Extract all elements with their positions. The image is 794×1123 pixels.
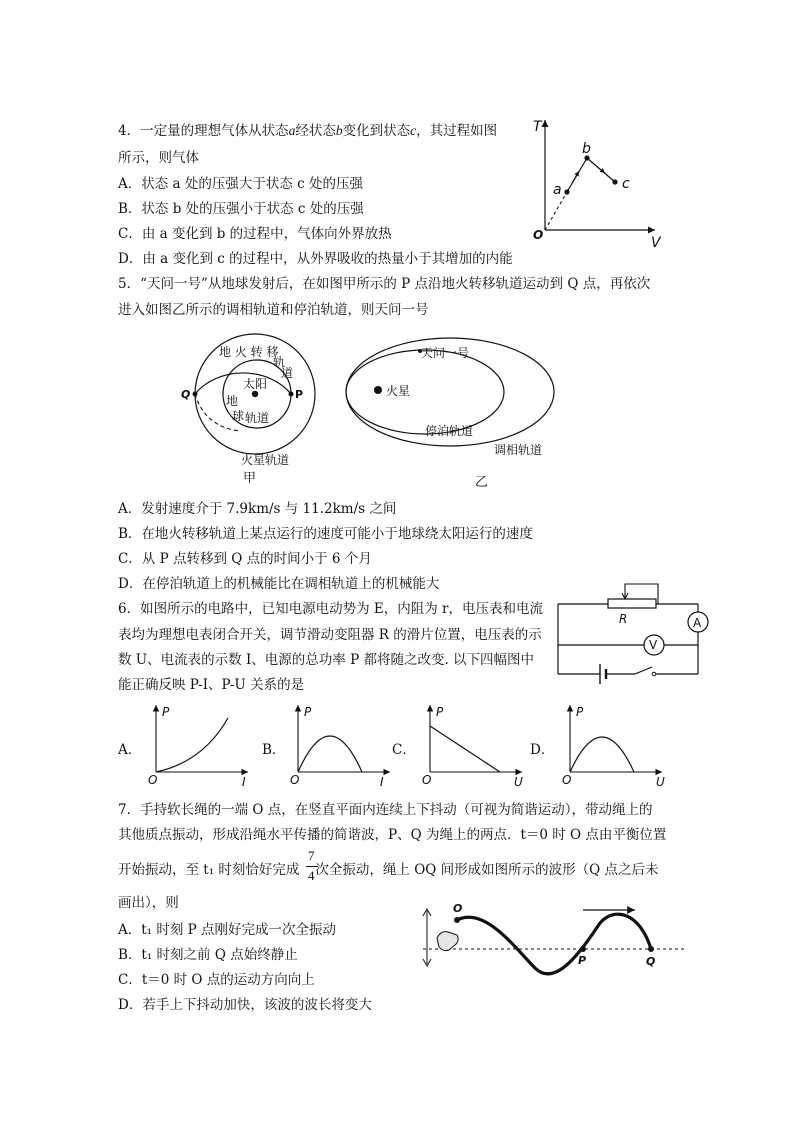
y-label: P bbox=[304, 705, 312, 719]
q4-stem-text: 经状态 bbox=[295, 123, 336, 139]
origin-label: O bbox=[290, 773, 300, 787]
q7-option-d: D．若手上下抖动加快，该波的波长将变大 bbox=[118, 997, 372, 1013]
q5-option-d: D．在停泊轨道上的机械能比在调相轨道上的机械能大 bbox=[118, 576, 440, 592]
q4-stem-text: 4．一定量的理想气体从状态 bbox=[118, 123, 289, 139]
q5-stem-line2: 进入如图乙所示的调相轨道和停泊轨道，则天问一号 bbox=[118, 302, 429, 318]
rope-wave bbox=[457, 914, 651, 974]
q6-stem-line2: 表均为理想电表闭合开关，调节滑动变阻器 R 的滑片位置，电压表的示 bbox=[118, 627, 542, 643]
q7-stem-text: 次全振动，绳上 OQ 间形成如图所示的波形（Q 点之后未 bbox=[315, 862, 659, 878]
q-label: Q bbox=[181, 388, 191, 401]
x-label: U bbox=[656, 775, 665, 789]
t-axis-label: T bbox=[533, 119, 542, 135]
earth-label-3: 轨道 bbox=[245, 411, 270, 425]
q7-option-c: C．t＝0 时 O 点的运动方向向上 bbox=[118, 972, 315, 988]
label-a: a bbox=[553, 182, 562, 198]
q4-option-b: B．状态 b 处的压强小于状态 c 处的压强 bbox=[118, 201, 364, 217]
x-label: I bbox=[242, 775, 246, 789]
q6-graph-a bbox=[148, 700, 258, 790]
point-q bbox=[193, 392, 198, 397]
q5-option-c: C．从 P 点转移到 Q 点的时间小于 6 个月 bbox=[118, 551, 372, 567]
q5-option-a: A．发射速度介于 7.9km/s 与 11.2km/s 之间 bbox=[118, 501, 397, 517]
q6-graph-c bbox=[422, 700, 532, 790]
sun-label: 太阳 bbox=[243, 377, 268, 391]
origin-label: O bbox=[562, 773, 572, 787]
mars-orbit-label: 火星轨道 bbox=[241, 453, 290, 467]
origin-label: O bbox=[148, 773, 158, 787]
y-label: P bbox=[436, 705, 444, 719]
label-b: b bbox=[582, 141, 591, 157]
x-label: U bbox=[514, 775, 523, 789]
q6-circuit bbox=[550, 578, 715, 678]
q6-stem-line3: 数 U、电流表的示数 I、电源的总功率 P 都将随之改变. 以下四幅图中 bbox=[118, 652, 535, 668]
q6-graph-d bbox=[562, 700, 672, 790]
q4-state-b: b bbox=[335, 123, 343, 138]
label-c: c bbox=[622, 176, 630, 192]
q4-tv-graph bbox=[525, 115, 675, 255]
caption-yi: 乙 bbox=[475, 475, 489, 490]
sun-dot bbox=[252, 391, 258, 397]
q7-wave-figure bbox=[415, 898, 695, 988]
parking-orbit bbox=[346, 350, 504, 434]
q7-stem-line3 bbox=[118, 861, 659, 879]
q6-stem-line1: 6．如图所示的电路中，已知电源电动势为 E，内阻为 r，电压表和电流 bbox=[118, 601, 543, 617]
point-q bbox=[648, 946, 654, 952]
q5-stem-line1: 5．“天问一号”从地球发射后，在如图甲所示的 P 点沿地火转移轨道运动到 Q 点，再依次 bbox=[118, 276, 651, 292]
graph-b-label: B． bbox=[262, 742, 286, 758]
q7-stem-line2: 其他质点振动，形成沿绳水平传播的简谐波，P、Q 为绳上的两点．t＝0 时 O 点由平衡位置 bbox=[118, 827, 667, 843]
phasing-label: 调相轨道 bbox=[494, 443, 543, 457]
curve bbox=[298, 736, 362, 772]
point-o bbox=[454, 917, 460, 923]
q7-option-b: B．t₁ 时刻之前 Q 点始终静止 bbox=[118, 947, 298, 963]
probe-label: 天问一号 bbox=[421, 346, 470, 360]
q7-stem-line4: 画出），则 bbox=[118, 895, 179, 911]
curve bbox=[570, 737, 634, 772]
q5-figure-jia bbox=[175, 335, 345, 490]
origin-label: O bbox=[422, 773, 432, 787]
transfer-label-1: 地 火 转 移 bbox=[219, 345, 279, 359]
earth-label-1: 地 bbox=[226, 394, 239, 408]
q4-stem-line1 bbox=[118, 122, 497, 140]
rheostat-slider-wire bbox=[625, 584, 658, 604]
transfer-label-2: 轨 bbox=[273, 355, 286, 369]
fraction-numerator: 7 bbox=[308, 848, 315, 863]
mars-dot bbox=[374, 386, 382, 394]
q7-option-a: A．t₁ 时刻 P 点刚好完成一次全振动 bbox=[118, 922, 337, 938]
point-a bbox=[564, 189, 569, 194]
switch-contact bbox=[652, 672, 656, 676]
q4-option-a: A．状态 a 处的压强大于状态 c 处的压强 bbox=[118, 176, 364, 192]
q7-stem-line1: 7．手持软长绳的一端 O 点，在竖直平面内连续上下抖动（可视为简谐运动），带动绳上的 bbox=[118, 802, 653, 818]
o-label: O bbox=[453, 902, 463, 915]
mars-label: 火星 bbox=[386, 384, 411, 398]
ammeter-label: A bbox=[693, 616, 702, 630]
earth-label-2: 球 bbox=[232, 409, 245, 423]
x-label: I bbox=[380, 775, 384, 789]
q4-state-a: a bbox=[288, 123, 296, 138]
y-label: P bbox=[576, 705, 584, 719]
fraction-denominator: 4 bbox=[308, 868, 315, 883]
switch bbox=[635, 667, 652, 674]
point-p bbox=[289, 392, 294, 397]
rheostat bbox=[608, 599, 656, 608]
q6-graph-b bbox=[290, 700, 400, 790]
caption-jia: 甲 bbox=[243, 471, 257, 486]
q5-option-b: B．在地火转移轨道上某点运行的速度可能小于地球绕太阳运行的速度 bbox=[118, 526, 533, 542]
q4-option-d: D．由 a 变化到 c 的过程中，从外界吸收的热量小于其增加的内能 bbox=[118, 251, 513, 267]
graph-c-label: C． bbox=[392, 742, 416, 758]
fraction-bar bbox=[306, 866, 318, 867]
q4-option-c: C．由 a 变化到 b 的过程中，气体向外界放热 bbox=[118, 226, 392, 242]
p-label: P bbox=[295, 388, 304, 401]
q4-stem-line2: 所示，则气体 bbox=[118, 150, 199, 166]
graph-a-label: A． bbox=[118, 742, 142, 758]
v-axis-label: V bbox=[651, 235, 661, 251]
point-c bbox=[612, 179, 617, 184]
p-label: P bbox=[578, 954, 587, 967]
point-p bbox=[580, 946, 586, 952]
origin-label: O bbox=[533, 228, 544, 242]
q4-stem-text: ，其过程如图 bbox=[416, 123, 498, 139]
q4-state-c: c bbox=[410, 123, 417, 138]
graph-d-label: D． bbox=[530, 742, 555, 758]
q6-stem-line4: 能正确反映 P-I、P-U 关系的是 bbox=[118, 677, 305, 693]
transfer-label-3: 道 bbox=[281, 366, 294, 380]
curve bbox=[156, 718, 228, 772]
curve bbox=[430, 726, 500, 772]
y-label: P bbox=[162, 705, 170, 719]
parking-label: 停泊轨道 bbox=[425, 424, 474, 438]
q4-stem-text: 变化到状态 bbox=[342, 123, 411, 139]
q-label: Q bbox=[646, 955, 656, 968]
arrow-ab bbox=[572, 171, 579, 183]
arrow-bc bbox=[595, 165, 605, 173]
q7-stem-text: 开始振动，至 t₁ 时刻恰好完成 bbox=[118, 862, 300, 878]
voltmeter-label: V bbox=[649, 638, 658, 652]
hand-icon bbox=[437, 932, 458, 951]
r-label: R bbox=[619, 612, 628, 626]
q5-figure-yi bbox=[345, 335, 560, 490]
